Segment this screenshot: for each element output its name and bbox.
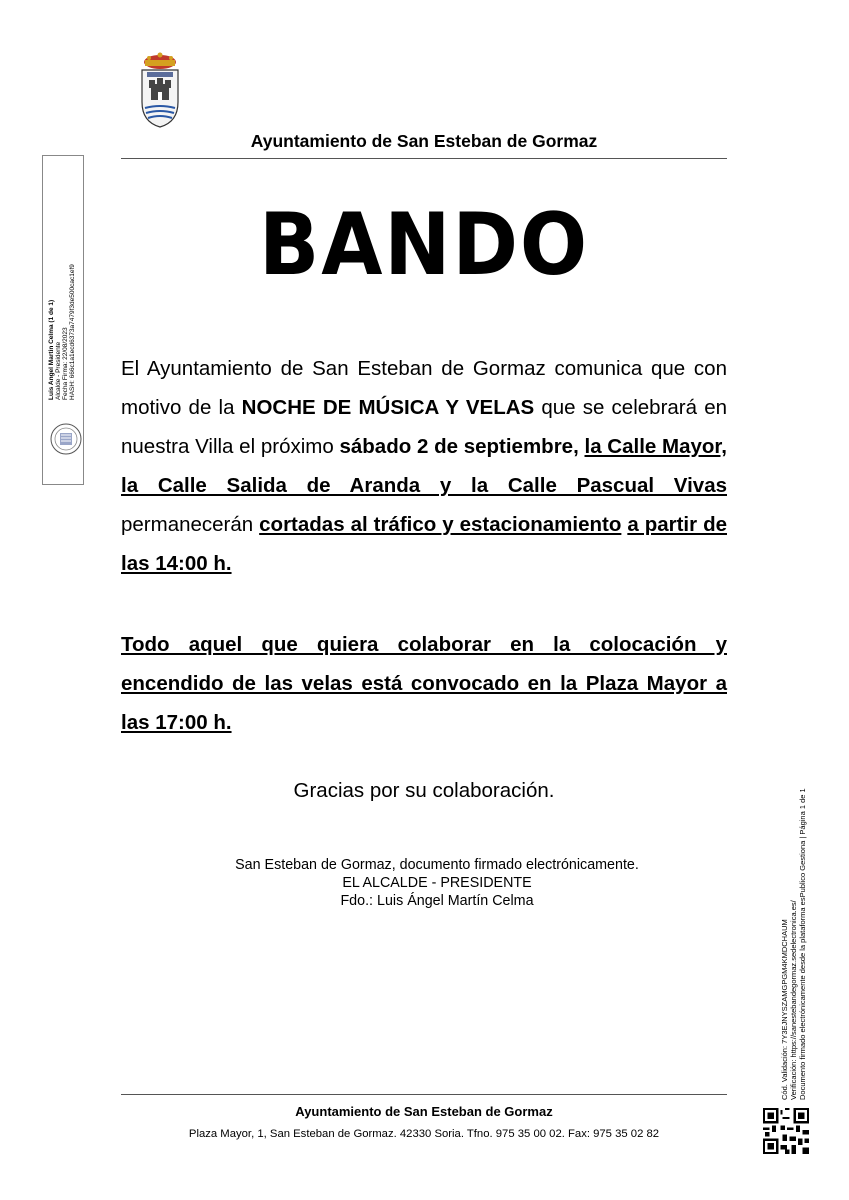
footer-organization: Ayuntamiento de San Esteban de Gormaz [295, 1104, 553, 1119]
document-title: BANDO [259, 195, 589, 295]
municipal-crest-icon [137, 50, 183, 130]
page-header-title: Ayuntamiento de San Esteban de Gormaz [250, 131, 598, 151]
signer-name: Luis Angel Martin Celma (1 de 1) [48, 299, 55, 400]
seal-stamp-icon [50, 423, 82, 455]
qr-code-icon [763, 1108, 809, 1154]
header-divider [121, 158, 727, 159]
notice-paragraph: El Ayuntamiento de San Esteban de Gormaz comunica que con motivo de la NOCHE DE MÚSICA Y VELAS que se celebrará en nuestra Villa el próximo sábado 2 de septiembre, la Calle Mayor, la Calle Salida de Aranda y la Calle Pascual Vivas permanecerán cortadas al tráfico y estacionamiento a partir de las 14:00 h. [121, 357, 727, 575]
signature-line: San Esteban de Gormaz, documento firmado electrónicamente. [235, 857, 639, 873]
verification-url: Verificación: https://sanestebandegormaz.sedelectronica.es/ [789, 900, 798, 1100]
signature-block [121, 856, 753, 910]
signature-name: Fdo.: Luis Ángel Martín Celma [340, 893, 534, 909]
validation-code: Cód. Validación: 7Y3EJNYSZAMGPGM4KMDCHAUM [780, 919, 789, 1100]
signature-date: Fecha Firma: 22/08/2023 [62, 327, 69, 400]
footer-divider [121, 1094, 727, 1095]
platform-note: Documento firmado electrónicamente desde la plataforma esPublico Gestiona | Página 1 de 1 [798, 788, 807, 1100]
volunteer-paragraph: Todo aquel que quiera colaborar en la colocación y encendido de las velas está convocado en la Plaza Mayor a las 17:00 h. [121, 633, 727, 734]
signature-hash: HASH: 666c1a1ecd6373a7479f3de500cac1ef9 [69, 264, 76, 400]
footer-address: Plaza Mayor, 1, San Esteban de Gormaz. 42330 Soria. Tfno. 975 35 00 02. Fax: 975 35 02 82 [188, 1128, 660, 1140]
thanks-line: Gracias por su colaboración. [293, 779, 555, 802]
signature-role: EL ALCALDE - PRESIDENTE [342, 875, 532, 891]
signer-role: Alcalde - Presidente [55, 341, 62, 400]
